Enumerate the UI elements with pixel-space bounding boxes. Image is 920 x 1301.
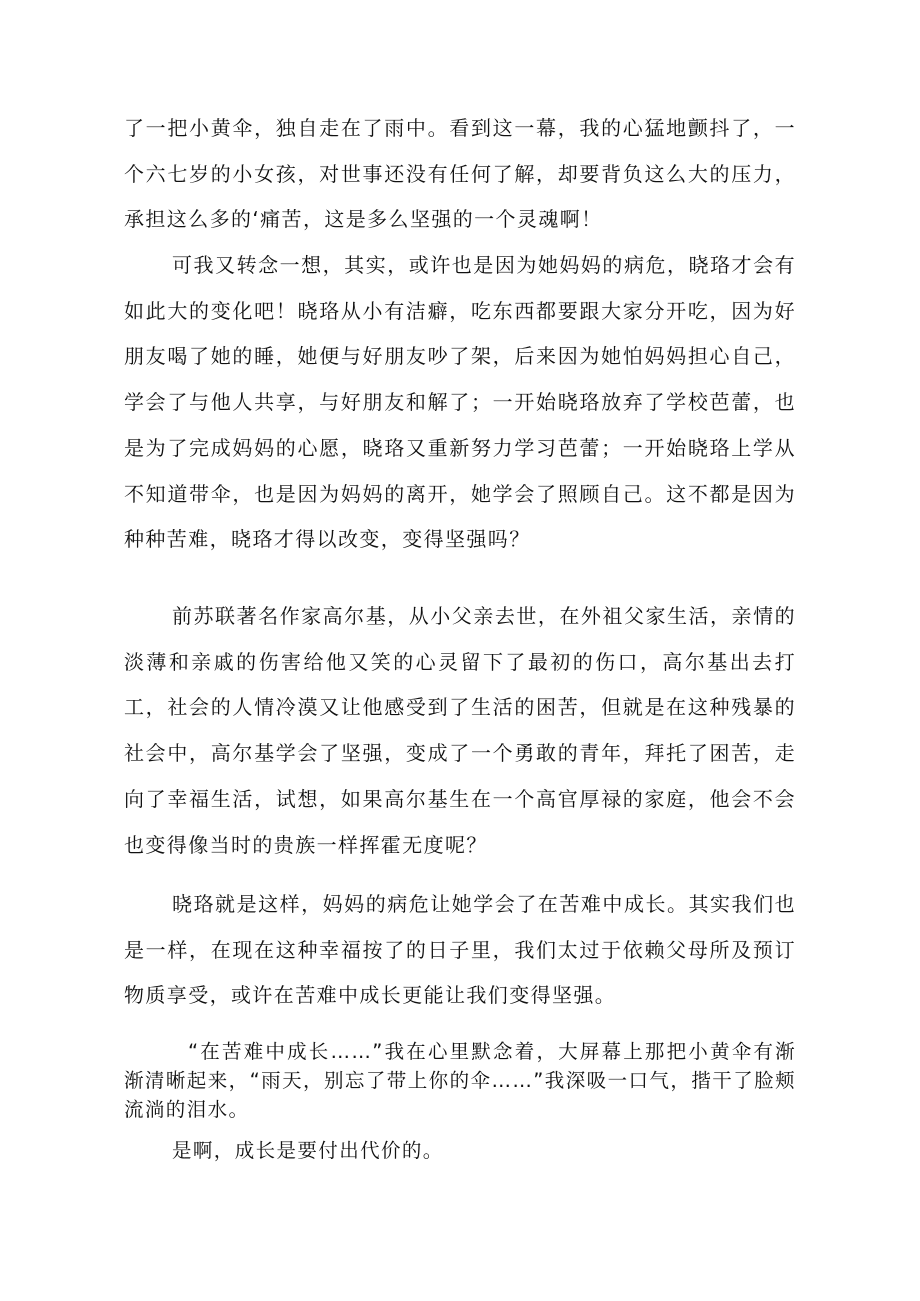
paragraph-6: 是啊，成长是要付出代价的。 bbox=[172, 1139, 444, 1162]
paragraph-2: 可我又转念一想，其实，或许也是因为她妈妈的病危，晓珞才会有如此大的变化吧！晓珞从小有洁癖，吃东西都要跟大家分开吃，因为好朋友喝了她的睡，她便与好朋友吵了架，后来因为她怕妈妈担心自己，学会了与他人共享，与好朋友和解了；一开始晓珞放弃了学校芭蕾，也是为了完成妈妈的心愿，晓珞又重新努力学习芭蕾；一开始晓珞上学从不知道带伞，也是因为妈妈的离开，她学会了照顾自己。这不都是因为种种苦难，晓珞才得以改变，变得坚强吗？ bbox=[124, 253, 796, 552]
paragraph-4: 晓珞就是这样，妈妈的病危让她学会了在苦难中成长。其实我们也是一样，在现在这种幸福按了的日子里，我们太过于依赖父母所及预订物质享受，或许在苦难中成长更能让我们变得坚强。 bbox=[124, 892, 796, 1008]
paragraph-3: 前苏联著名作家高尔基，从小父亲去世，在外祖父家生活，亲情的淡薄和亲戚的伤害给他又笑的心灵留下了最初的伤口，高尔基出去打工，社会的人情冷漠又让他感受到了生活的困苦，但就是在这种残暴的社会中，高尔基学会了坚强，变成了一个勇敢的青年，拜托了困苦，走向了幸福生活，试想，如果高尔基生在一个高官厚禄的家庭，他会不会也变得像当时的贵族一样挥霍无度呢？ bbox=[124, 604, 796, 857]
paragraph-5: “在苦难中成长……”我在心里默念着，大屏幕上那把小黄伞有渐渐清晰起来，“雨天，别忘了带上你的伞……”我深吸一口气，揩干了脸颊流淌的泪水。 bbox=[124, 1040, 796, 1121]
paragraph-1: 了一把小黄伞，独自走在了雨中。看到这一幕，我的心猛地颤抖了，一个六七岁的小女孩，对世事还没有任何了解，却要背负这么大的压力，承担这么多的‘痛苦，这是多么坚强的一个灵魂啊！ bbox=[124, 116, 796, 232]
